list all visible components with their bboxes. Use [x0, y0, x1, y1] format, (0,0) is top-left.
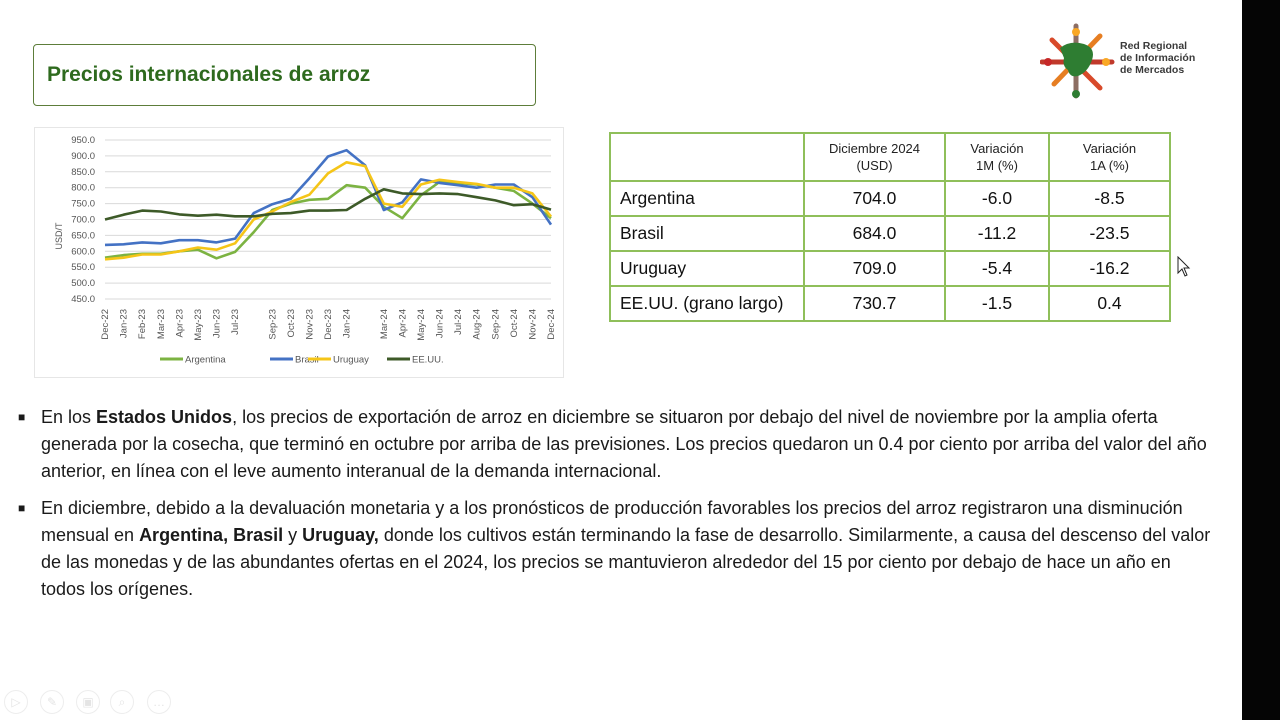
x-tick-label: Nov-24 [527, 309, 539, 340]
bullet-2-bold-a: Argentina, Brasil [139, 525, 284, 545]
row-price: 684.0 [804, 216, 945, 251]
series-line-argentina [105, 182, 551, 258]
bullet-marker: ■ [18, 501, 26, 515]
mouse-cursor-icon [1177, 256, 1191, 278]
row-var-1m: -6.0 [945, 181, 1049, 216]
header-price-line1: Diciembre 2024 [828, 141, 921, 156]
y-axis-label: USD/T [54, 222, 64, 250]
x-tick-label: Dec-24 [546, 309, 557, 340]
price-chart-panel [34, 127, 564, 378]
x-tick-label: May-23 [192, 309, 204, 341]
row-var-1m: -5.4 [945, 251, 1049, 286]
logo [1040, 22, 1220, 102]
logo-line-3: de Mercados [1120, 64, 1185, 76]
series-line-eeuu [105, 189, 551, 219]
x-tick-label: Sep-24 [490, 309, 502, 340]
logo-text [1120, 40, 1195, 76]
legend-label: EE.UU. [412, 354, 444, 366]
legend-label: Argentina [185, 354, 226, 366]
row-country: EE.UU. (grano largo) [610, 286, 804, 321]
y-tick-label: 650.0 [71, 230, 95, 242]
header-var-1m-line1: Variación [970, 141, 1024, 156]
x-tick-label: Apr-23 [174, 309, 186, 338]
x-tick-label: Jan-24 [341, 309, 353, 339]
table-row [610, 251, 1170, 286]
zoom-icon[interactable]: ⌕ [110, 690, 134, 714]
y-tick-label: 900.0 [71, 150, 95, 162]
y-tick-label: 550.0 [71, 262, 95, 274]
row-var-1a: -8.5 [1049, 181, 1170, 216]
slides-icon[interactable]: ▣ [76, 690, 100, 714]
pen-icon[interactable]: ✎ [40, 690, 64, 714]
table-row [610, 181, 1170, 216]
more-icon[interactable]: … [147, 690, 171, 714]
table-header-row [610, 133, 1170, 181]
legend-label: Uruguay [333, 354, 369, 366]
header-var-1a-line2: 1A (%) [1089, 158, 1129, 173]
x-tick-label: Jul-24 [453, 309, 465, 335]
logo-line-1: Red Regional [1120, 40, 1188, 52]
x-tick-label: Feb-23 [137, 309, 149, 340]
x-tick-label: May-24 [415, 309, 427, 341]
x-tick-label: Jul-23 [230, 309, 242, 335]
logo-mark-icon [1040, 22, 1120, 102]
bullet-list [18, 404, 1218, 613]
y-tick-label: 600.0 [71, 246, 95, 258]
slide-title-box [33, 44, 536, 106]
x-tick-label: Apr-24 [397, 309, 409, 338]
screen-edge-bar [1242, 0, 1280, 720]
header-var-1a-line1: Variación [1082, 141, 1137, 156]
y-tick-label: 450.0 [71, 294, 95, 305]
x-tick-label: Aug-24 [471, 309, 483, 340]
x-tick-label: Jun-23 [211, 309, 223, 339]
row-var-1a: 0.4 [1049, 286, 1170, 321]
bullet-marker: ■ [18, 410, 26, 424]
y-tick-label: 700.0 [71, 214, 95, 226]
row-var-1m: -1.5 [945, 286, 1049, 321]
header-var-1m [945, 133, 1049, 181]
bullet-1-bold-a: Estados Unidos [96, 407, 233, 427]
table-row [610, 216, 1170, 251]
row-country: Argentina [610, 181, 804, 216]
row-var-1a: -23.5 [1049, 216, 1170, 251]
row-price: 730.7 [804, 286, 945, 321]
bullet-1-text-b: , los precios de exportación de arroz en diciembre se situaron por debajo del nivel de noviembre por la amplia oferta generada por la cosecha, que terminó en octubre por arriba de las previsiones. Los precios quedaron un 0.4 por ciento por arriba del valor del año anterior, en línea con el leve aumento interanual de la demanda internacional. [41, 407, 1207, 481]
bullet-2-text-a: En diciembre, debido a la devaluación monetaria y a los pronósticos de producción favorables los precios del arroz registraron una disminución mensual en [41, 498, 1183, 545]
header-var-1a [1049, 133, 1170, 181]
row-var-1m: -11.2 [945, 216, 1049, 251]
bullet-item [18, 495, 1218, 603]
x-tick-label: Dec-23 [323, 309, 334, 340]
slide-title: Precios internacionales de arroz [47, 63, 371, 86]
bullet-2-text-c: donde los cultivos están terminando la fase de desarrollo. Similarmente, a causa del descenso del valor de las monedas y de las abundantes ofertas en el 2024, los precios se mantuvieron alrededor del 15 por ciento por debajo de hace un año en todos los orígenes. [41, 525, 1211, 599]
header-price-line2: (USD) [856, 158, 893, 173]
logo-line-2: de Información [1120, 52, 1196, 64]
price-line-chart [35, 128, 563, 377]
row-country: Uruguay [610, 251, 804, 286]
header-blank-cell [610, 133, 804, 181]
bullet-item [18, 404, 1218, 485]
x-tick-label: Mar-23 [155, 309, 167, 340]
x-tick-label: Mar-24 [378, 309, 390, 340]
y-tick-label: 850.0 [71, 166, 95, 178]
header-price [804, 133, 945, 181]
table-row [610, 286, 1170, 321]
y-tick-label: 800.0 [71, 182, 95, 194]
row-price: 704.0 [804, 181, 945, 216]
bullet-1-text-a: En los [41, 407, 97, 427]
play-icon[interactable]: ▷ [4, 690, 28, 714]
y-tick-label: 500.0 [71, 278, 95, 290]
bullet-2-bold-b: Uruguay, [302, 525, 379, 545]
x-tick-label: Sep-23 [267, 309, 279, 340]
price-table [609, 132, 1171, 322]
header-var-1m-line2: 1M (%) [976, 158, 1018, 173]
x-tick-label: Oct-23 [285, 309, 297, 338]
x-tick-label: Jan-23 [118, 309, 130, 339]
x-tick-label: Jun-24 [434, 309, 446, 339]
row-var-1a: -16.2 [1049, 251, 1170, 286]
bullet-2-text-b: y [283, 525, 303, 545]
x-tick-label: Oct-24 [508, 309, 520, 338]
x-tick-label: Nov-23 [304, 309, 316, 340]
row-country: Brasil [610, 216, 804, 251]
y-tick-label: 750.0 [71, 198, 95, 210]
x-tick-label: Dec-22 [100, 309, 111, 340]
legend-label: Brasil [295, 354, 319, 366]
row-price: 709.0 [804, 251, 945, 286]
y-tick-label: 950.0 [71, 135, 95, 146]
